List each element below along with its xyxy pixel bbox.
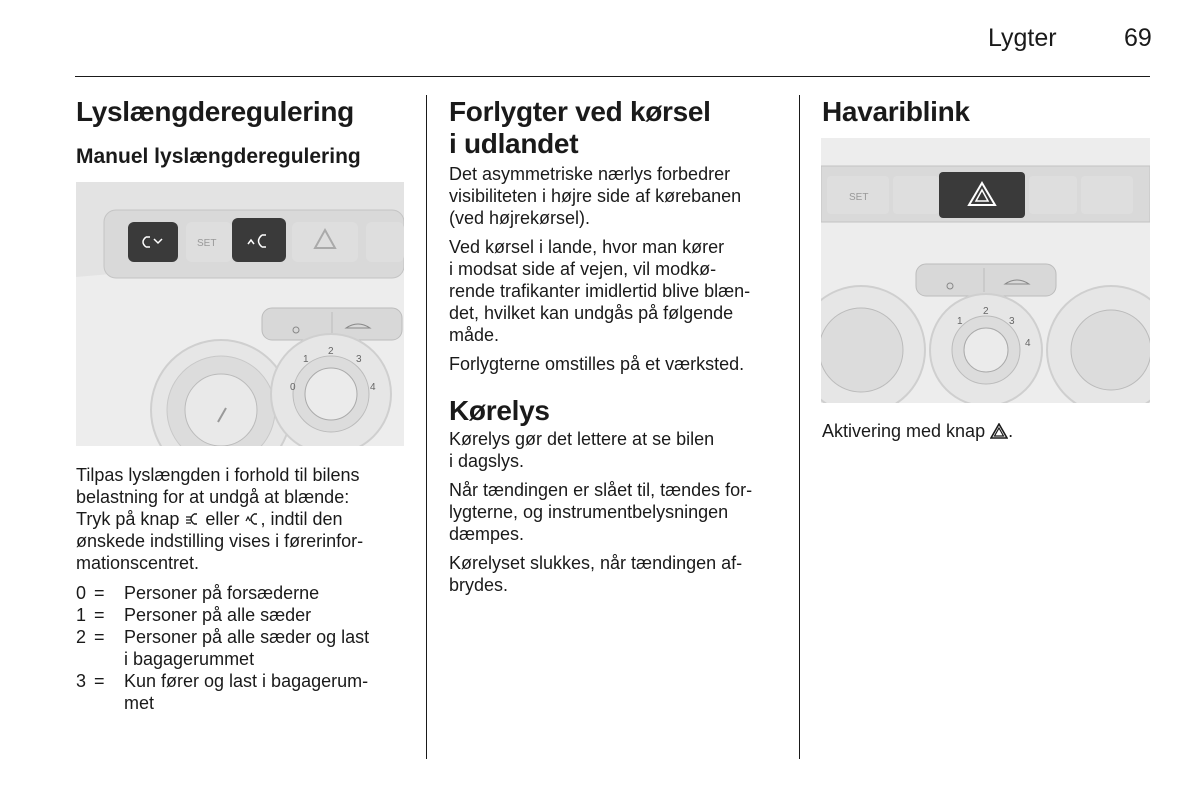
paragraph: Forlygterne omstilles på et værksted. (449, 354, 745, 374)
text-line: mationscentret. (76, 553, 200, 573)
headlight-down-icon (184, 512, 200, 526)
section-heading: Lyslængderegulering (76, 96, 354, 127)
section-heading: Havariblink (822, 96, 970, 127)
dial-label-2: 2 (983, 306, 989, 317)
dial-label-1: 1 (957, 316, 963, 327)
col3-paragraph (822, 420, 1152, 442)
dial-label-3: 3 (356, 354, 362, 365)
text-line: , indtil den (260, 509, 343, 529)
headlight-up-icon (244, 512, 260, 526)
text-line: Aktivering med knap (822, 421, 986, 441)
set-label: SET (197, 238, 217, 249)
col1-paragraph (76, 464, 406, 574)
hazard-button-figure (821, 138, 1150, 403)
column-havariblink (822, 96, 1152, 128)
text-line: . (1008, 421, 1014, 441)
column-divider-1 (426, 95, 427, 759)
column-lyslaengderegulering (76, 96, 406, 169)
text-line: eller (205, 509, 240, 529)
page-number: 69 (1124, 24, 1152, 52)
section-heading-korelys: Kørelys (449, 395, 550, 426)
text-line: Tilpas lyslængden i forhold til bilens (76, 465, 360, 485)
headlight-down-button-figure (128, 222, 178, 262)
paragraph: Ved kørsel i lande, hvor man kører i modsat side af vejen, vil modkø- rende trafikanter imidlertid blive blæn- det, hvilket kan undgås på følgende måde. (449, 237, 751, 345)
text-line: ønskede indstilling vises i førerinfor- (76, 531, 364, 551)
paragraph: Det asymmetriske nærlys forbedrer visibiliteten i højre side af kørebanen (ved højrekørsel). (449, 164, 742, 228)
running-header-title: Lygter (988, 24, 1057, 52)
paragraph: Når tændingen er slået til, tændes for- lygterne, og instrumentbelysningen dæmpes. (449, 480, 753, 544)
dial-label-1: 1 (303, 354, 309, 365)
dial-label-0: 0 (290, 382, 296, 393)
text-line: belastning for at undgå at blænde: (76, 487, 350, 507)
list-item: 2 = Personer på alle sæder og last i bagagerummet (76, 627, 370, 669)
list-item: 3 = Kun fører og last i bagagerum- met (76, 671, 369, 713)
paragraph: Kørelys gør det lettere at se bilen i dagslys. (449, 429, 715, 471)
load-setting-list (76, 582, 406, 714)
hazard-button-highlight (939, 172, 1025, 218)
dial-label-4: 4 (370, 382, 376, 393)
column-divider-2 (799, 95, 800, 759)
list-item: 1 = Personer på alle sæder (76, 605, 312, 625)
subsection-heading: Manuel lyslængderegulering (76, 145, 361, 168)
hazard-warning-icon (990, 423, 1008, 439)
dial-label-3: 3 (1009, 316, 1015, 327)
dial-label-4: 4 (1025, 338, 1031, 349)
section-heading: Forlygter ved kørsel i udlandet (449, 96, 711, 159)
text-line: Tryk på knap (76, 509, 180, 529)
set-label: SET (849, 192, 869, 203)
paragraph: Kørelyset slukkes, når tændingen af- brydes. (449, 553, 743, 595)
dial-label-2: 2 (328, 346, 334, 357)
list-item: 0 = Personer på forsæderne (76, 583, 320, 603)
dashboard-buttons-figure (76, 182, 404, 446)
header-rule (75, 76, 1150, 77)
column-forlygter (449, 96, 779, 596)
